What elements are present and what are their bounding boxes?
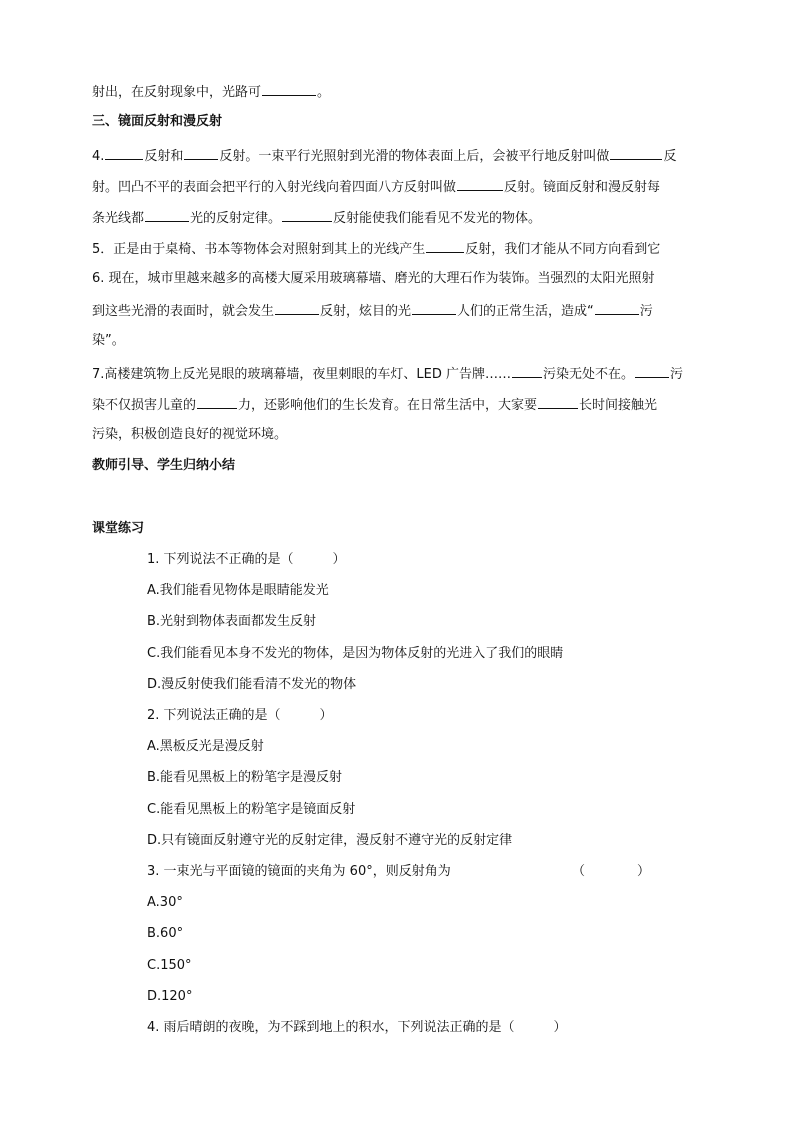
text: 人们的正常生活，造成“: [457, 304, 594, 319]
text: 反射。一束平行光照射到光滑的物体表面上后，会被平行地反射叫做: [219, 149, 610, 164]
text: 到这些光滑的表面时，就会发生: [92, 304, 275, 319]
practice-1-option-c: C.我们能看见本身不发光的物体，是因为物体反射的光进入了我们的眼睛: [147, 646, 564, 661]
text: 反射能使我们能看见不发光的物体。: [333, 211, 542, 226]
text: 反射。镜面反射和漫反射每: [504, 180, 661, 195]
q6-line-3: 染”。: [92, 333, 125, 348]
section3-intro-line: [92, 82, 330, 102]
q4-line-2: [92, 177, 660, 197]
text: 反: [663, 149, 677, 164]
text: 条光线都: [92, 211, 145, 226]
practice-1-option-d: D.漫反射使我们能看清不发光的物体: [147, 677, 357, 692]
practice-3-stem: 3. 一束光与平面镜的镜面的夹角为 60°，则反射角为: [147, 864, 451, 879]
text: 长时间接触光: [579, 398, 658, 413]
blank: [610, 146, 662, 160]
blank: [457, 177, 503, 191]
practice-2-option-b: B.能看见黑板上的粉笔字是漫反射: [147, 770, 343, 785]
practice-2-stem: 2. 下列说法正确的是（ ）: [147, 708, 333, 723]
practice-2-option-a: A.黑板反光是漫反射: [147, 739, 264, 754]
q6-line-1: 6. 现在，城市里越来越多的高楼大厦采用玻璃幕墙、磨光的大理石作为装饰。当强烈的太阳光照射: [92, 271, 655, 286]
q7-line-2: [92, 395, 657, 415]
text: 7.高楼建筑物上反光晃眼的玻璃幕墙，夜里刺眼的车灯、LED 广告牌……: [92, 367, 512, 382]
text: 力，还影响他们的生长发育。在日常生活中，大家要: [238, 398, 538, 413]
practice-2-option-c: C.能看见黑板上的粉笔字是镜面反射: [147, 802, 356, 817]
text: 反射，炫目的光: [320, 304, 412, 319]
text: 污: [670, 367, 684, 382]
practice-1-option-a: A.我们能看见物体是眼睛能发光: [147, 583, 329, 598]
blank: [184, 146, 218, 160]
blank: [145, 208, 189, 222]
practice-2-option-d: D.只有镜面反射遵守光的反射定律，漫反射不遵守光的反射定律: [147, 833, 513, 848]
blank: [197, 395, 237, 409]
q7-line-1: [92, 364, 683, 384]
text: 污染无处不在。: [543, 367, 635, 382]
blank: [426, 239, 464, 253]
blank: [595, 301, 639, 315]
text: 4.: [92, 149, 105, 164]
blank: [262, 82, 316, 96]
text: 射。凹凸不平的表面会把平行的入射光线向着四面八方反射叫做: [92, 180, 457, 195]
practice-3-option-b: B.60°: [147, 926, 184, 941]
q7-line-3: 污染，积极创造良好的视觉环境。: [92, 427, 288, 442]
text: 污: [639, 304, 653, 319]
practice-3-option-d: D.120°: [147, 989, 193, 1004]
q4-line-1: [92, 146, 676, 166]
text: 射出，在反射现象中，光路可: [92, 85, 262, 100]
q6-line-2: [92, 301, 653, 321]
text: 5．正是由于桌椅、书本等物体会对照射到其上的光线产生: [92, 242, 426, 257]
blank: [275, 301, 319, 315]
blank: [412, 301, 456, 315]
text: 。: [317, 85, 331, 100]
practice-1-stem: 1. 下列说法不正确的是（ ）: [147, 552, 346, 567]
q4-line-3: [92, 208, 541, 228]
practice-heading: 课堂练习: [92, 521, 145, 536]
q5-line: [92, 239, 660, 259]
practice-4-stem: 4. 雨后晴朗的夜晚，为不踩到地上的积水，下列说法正确的是（ ）: [147, 1020, 567, 1035]
blank: [635, 364, 669, 378]
practice-3-option-a: A.30°: [147, 895, 183, 910]
text: 染不仅损害儿童的: [92, 398, 197, 413]
blank: [512, 364, 542, 378]
practice-1-option-b: B.光射到物体表面都发生反射: [147, 614, 317, 629]
blank: [105, 146, 143, 160]
blank: [538, 395, 578, 409]
practice-3-answer-bracket: （ ）: [572, 864, 651, 879]
section3-heading: 三、镜面反射和漫反射: [92, 114, 223, 129]
text: 反射，我们才能从不同方向看到它: [465, 242, 661, 257]
text: 光的反射定律。: [190, 211, 282, 226]
summary-heading: 教师引导、学生归纳小结: [92, 458, 236, 473]
text: 反射和: [144, 149, 184, 164]
practice-3-option-c: C.150°: [147, 958, 192, 973]
blank: [282, 208, 332, 222]
